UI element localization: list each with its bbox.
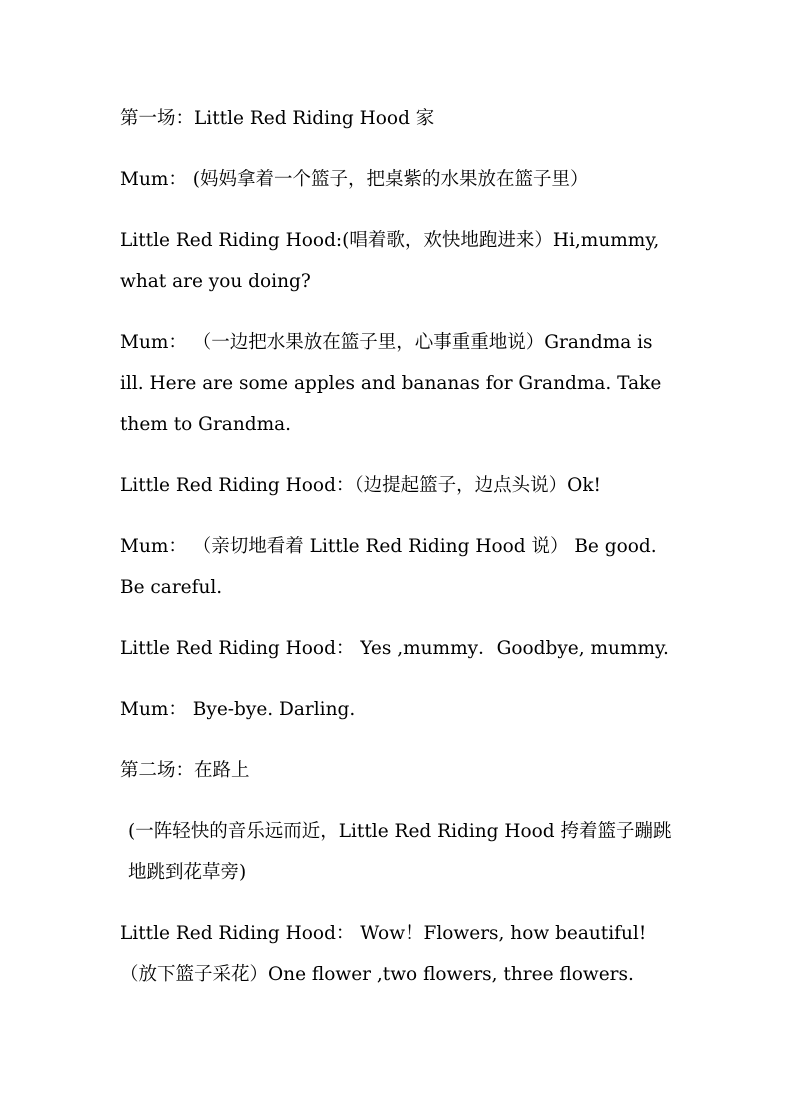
dialogue-line: Mum： (妈妈拿着一个篮子，把桌紫的水果放在篮子里） xyxy=(120,169,589,190)
dialogue-line: Mum： （一边把水果放在篮子里，心事重重地说）Grandma is ill. Here are some apples and bananas for Grandma. Take them to Grandma. xyxy=(120,332,662,435)
script-text xyxy=(120,98,672,1015)
scene-one-heading: 第一场：Little Red Riding Hood 家 xyxy=(120,108,435,129)
scene-two-heading: 第二场：在路上 xyxy=(120,760,250,781)
stage-direction: (一阵轻快的音乐远而近，Little Red Riding Hood 挎着篮子蹦跳地跳到花草旁) xyxy=(128,821,672,883)
dialogue-line: Little Red Riding Hood:(唱着歌，欢快地跑进来）Hi,mummy, what are you doing? xyxy=(120,230,660,292)
dialogue-line: Little Red Riding Hood：（边提起篮子，边点头说）Ok! xyxy=(120,475,601,496)
dialogue-line: Little Red Riding Hood： Wow！Flowers, how beautiful! （放下篮子采花）One flower ,two flowers, three flowers. xyxy=(120,923,647,985)
dialogue-line: Mum： Bye-bye. Darling. xyxy=(120,699,356,720)
dialogue-line: Mum： （亲切地看着 Little Red Riding Hood 说） Be good. Be careful. xyxy=(120,536,657,598)
dialogue-line: Little Red Riding Hood： Yes ,mummy．Goodbye, mummy. xyxy=(120,638,669,659)
